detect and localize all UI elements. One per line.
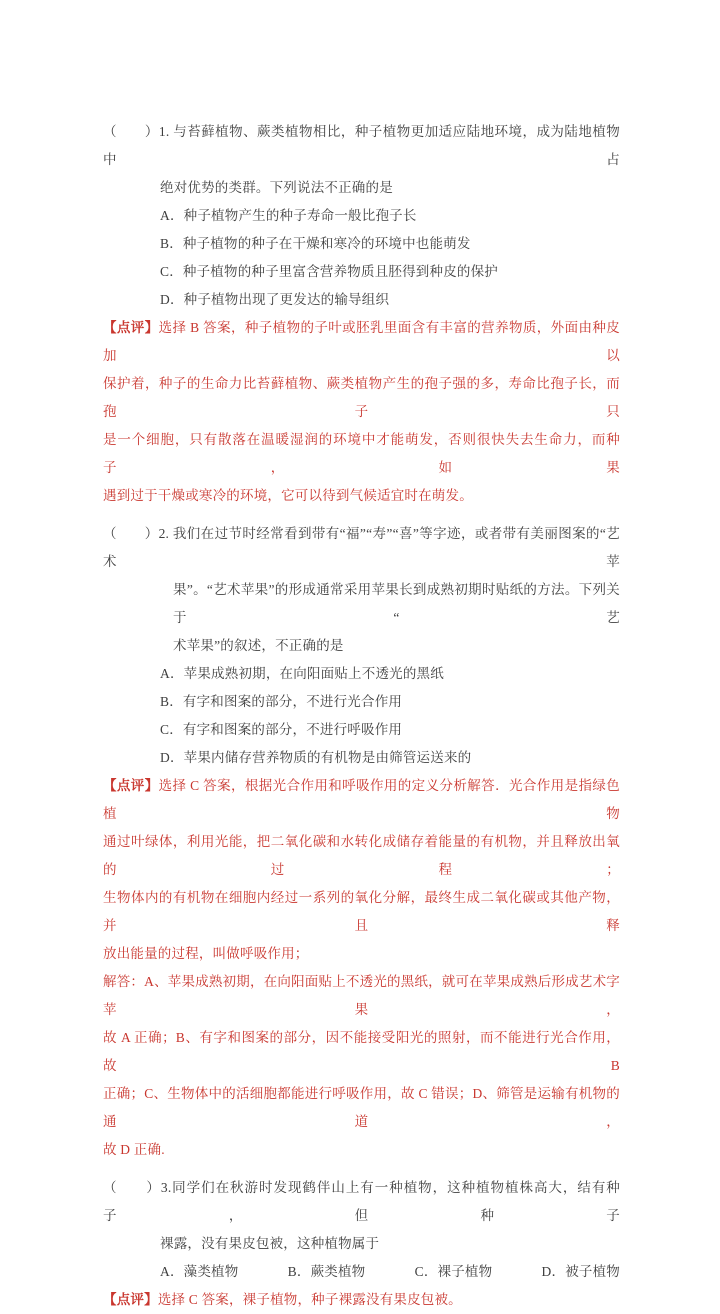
comment-label: 【点评】 [103,320,159,335]
question-1-option-b: B．种子植物的种子在干燥和寒冷的环境中也能萌发 [160,236,471,251]
question-2-option-a: A．苹果成熟初期，在向阳面贴上不透光的黑纸 [160,666,444,681]
question-2-option-b: B．有字和图案的部分，不进行光合作用 [160,694,403,709]
comment-label: 【点评】 [103,778,159,793]
question-2-option-d: D．苹果内储存营养物质的有机物是由筛管运送来的 [160,750,472,765]
question-3-comment-line-1 [103,1286,620,1314]
question-2-stem-line-1: （ ）2. 我们在过节时经常看到带有“福”“寿”“喜”等字迹，或者带有美丽图案的“艺术苹 [103,526,620,569]
question-1-comment [103,314,620,510]
question-3-comment [103,1286,620,1314]
question-3 [103,1174,620,1314]
question-2 [103,520,620,1164]
question-1 [103,118,620,510]
question-2-stem-line-2: 果”。“艺术苹果”的形成通常采用苹果长到成熟初期时贴纸的方法。下列关于“艺 [173,582,620,625]
question-2-answer-line-2: 故 A 正确；B、有字和图案的部分，因不能接受阳光的照射，而不能进行光合作用，故 B [103,1030,620,1073]
question-1-comment-line-4: 遇到过于干燥或寒冷的环境，它可以待到气候适宜时在萌发。 [103,488,473,503]
question-1-stem-line-1: （ ）1. 与苔藓植物、蕨类植物相比，种子植物更加适应陆地环境，成为陆地植物中占 [103,124,620,167]
comment-text: 选择 B 答案，种子植物的子叶或胚乳里面含有丰富的营养物质，外面由种皮加以 [103,320,620,363]
question-2-comment-line-4: 放出能量的过程，叫做呼吸作用； [103,946,309,961]
question-3-option-a: A．藻类植物 [160,1264,239,1279]
question-1-comment-line-3: 是一个细胞，只有散落在温暖湿润的环境中才能萌发，否则很快失去生命力，而种子，如果 [103,432,620,475]
question-1-comment-line-2: 保护着，种子的生命力比苔藓植物、蕨类植物产生的孢子强的多，寿命比孢子长，而孢子只 [103,376,620,419]
question-2-comment [103,772,620,1164]
question-1-stem-line-2: 绝对优势的类群。下列说法不正确的是 [160,180,393,195]
question-3-option-b: B．蕨类植物 [287,1264,366,1279]
question-2-comment-line-1 [103,772,620,828]
question-1-comment-line-1 [103,314,620,370]
question-3-stem-line-1: （ ）3.同学们在秋游时发现鹤伴山上有一种植物，这种植物植株高大，结有种子，但种子 [103,1180,620,1223]
comment-text: 选择 C 答案，根据光合作用和呼吸作用的定义分析解答．光合作用是指绿色植物 [103,778,620,821]
question-3-options-row [160,1258,620,1286]
comment-text: 选择 C 答案，裸子植物，种子裸露没有果皮包被。 [157,1292,462,1307]
question-2-answer-line-1: 解答：A、苹果成熟初期，在向阳面贴上不透光的黑纸，就可在苹果成熟后形成艺术字苹果， [103,974,620,1017]
question-2-option-c: C．有字和图案的部分，不进行呼吸作用 [160,722,403,737]
question-2-stem-line-3: 术苹果”的叙述，不正确的是 [173,638,344,653]
question-3-stem-line-2: 裸露，没有果皮包被，这种植物属于 [160,1236,380,1251]
question-1-option-d: D．种子植物出现了更发达的输导组织 [160,292,390,307]
question-2-answer-line-4: 故 D 正确. [103,1142,165,1157]
question-1-option-c: C．种子植物的种子里富含营养物质且胚得到种皮的保护 [160,264,499,279]
question-3-option-d: D．被子植物 [541,1264,620,1279]
question-3-option-c: C．裸子植物 [414,1264,493,1279]
comment-label: 【点评】 [103,1292,158,1307]
question-2-answer-line-3: 正确；C、生物体中的活细胞都能进行呼吸作用，故 C 错误；D、筛管是运输有机物的通道， [103,1086,620,1129]
question-2-comment-line-2: 通过叶绿体，利用光能，把二氧化碳和水转化成储存着能量的有机物，并且释放出氧的过程； [103,834,620,877]
question-2-comment-line-3: 生物体内的有机物在细胞内经过一系列的氧化分解，最终生成二氧化碳或其他产物，并且释 [103,890,620,933]
question-1-option-a: A．种子植物产生的种子寿命一般比孢子长 [160,208,417,223]
